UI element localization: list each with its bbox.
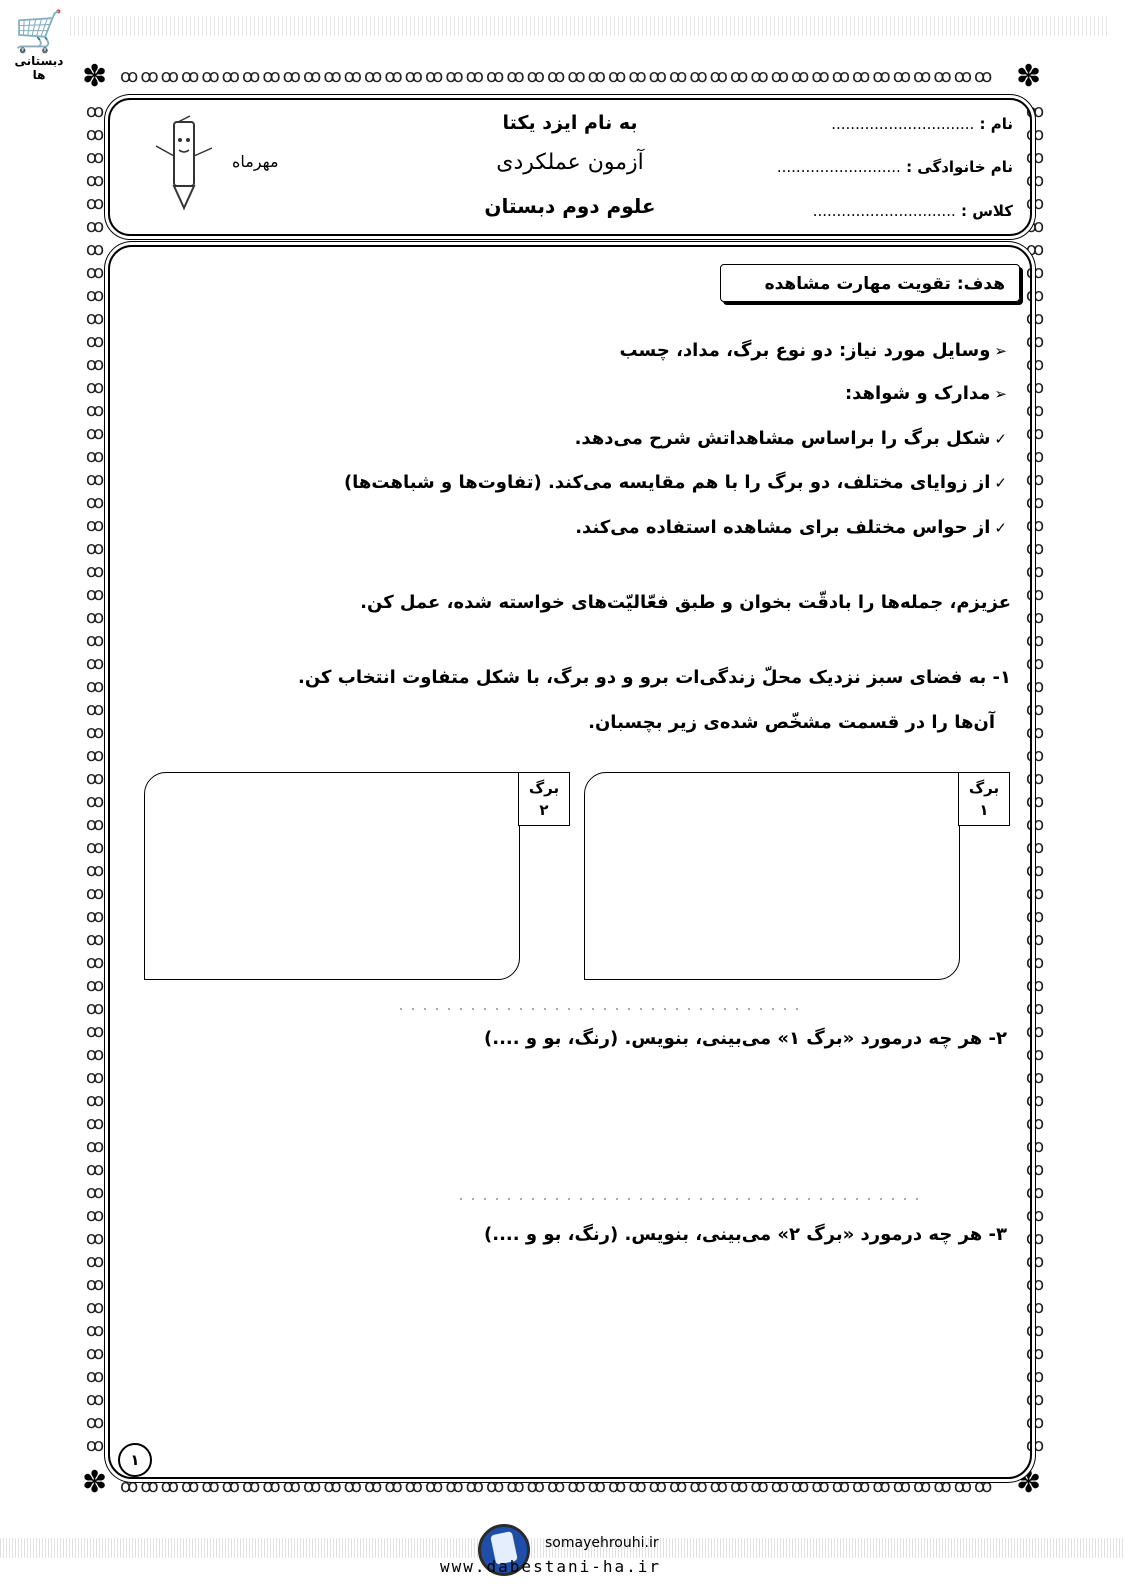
question-1-line-2: آن‌ها را در قسمت مشخّص شده‌ی زیر بچسبان. bbox=[588, 712, 995, 733]
flower-ornament-icon: ✽ bbox=[1016, 1465, 1042, 1500]
ornament-border-left: ꝏ ꝏ ꝏ ꝏ ꝏ ꝏ ꝏ ꝏ ꝏ ꝏ ꝏ ꝏ ꝏ ꝏ ꝏ ꝏ ꝏ ꝏ ꝏ ꝏ ꝏ ꝏ ꝏ ꝏ ꝏ ꝏ ꝏ ꝏ ꝏ ꝏ ꝏ ꝏ ꝏ ꝏ ꝏ ꝏ ꝏ ꝏ ꝏ ꝏ ꝏ ꝏ ꝏ ꝏ ꝏ ꝏ ꝏ ꝏ ꝏ ꝏ ꝏ ꝏ ꝏ ꝏ ꝏ ꝏ ꝏ ꝏ ꝏ bbox=[85, 101, 105, 1456]
leaf-1-tag: برگ ۱ bbox=[958, 772, 1010, 826]
evidence-item: ✓شکل برگ را براساس مشاهداتش شرح می‌دهد. bbox=[574, 428, 1007, 449]
shopping-cart-icon: 🛒 bbox=[14, 9, 64, 55]
exam-title: آزمون عملکردی bbox=[496, 150, 644, 175]
brand-logo bbox=[8, 10, 70, 82]
ornament-border-bottom: ꝏꝏꝏꝏꝏꝏꝏꝏꝏꝏꝏꝏꝏꝏꝏꝏꝏꝏꝏꝏꝏꝏꝏꝏꝏꝏꝏꝏꝏꝏꝏꝏꝏꝏꝏꝏꝏꝏꝏꝏꝏꝏꝏ bbox=[120, 1476, 995, 1497]
leaf-2-box[interactable] bbox=[144, 772, 520, 980]
brand-text: دبستانی ها bbox=[14, 54, 64, 82]
flower-ornament-icon: ✽ bbox=[82, 59, 108, 94]
month-label: مهرماه bbox=[232, 152, 279, 171]
page-number: ۱ bbox=[118, 1443, 152, 1477]
scan-noise-top bbox=[70, 16, 1110, 36]
ornament-border-right: ꝏ ꝏ ꝏ ꝏ ꝏ ꝏ ꝏ ꝏ ꝏ ꝏ ꝏ ꝏ ꝏ ꝏ ꝏ ꝏ ꝏ ꝏ ꝏ ꝏ ꝏ ꝏ ꝏ ꝏ ꝏ ꝏ ꝏ ꝏ ꝏ ꝏ ꝏ ꝏ ꝏ ꝏ ꝏ ꝏ ꝏ ꝏ ꝏ ꝏ ꝏ ꝏ ꝏ ꝏ ꝏ ꝏ ꝏ ꝏ ꝏ ꝏ ꝏ ꝏ ꝏ ꝏ ꝏ ꝏ ꝏ ꝏ ꝏ bbox=[1025, 101, 1045, 1456]
pencil-character-icon bbox=[152, 112, 222, 216]
check-icon: ✓ bbox=[994, 519, 1007, 537]
ornament-border-top: ꝏꝏꝏꝏꝏꝏꝏꝏꝏꝏꝏꝏꝏꝏꝏꝏꝏꝏꝏꝏꝏꝏꝏꝏꝏꝏꝏꝏꝏꝏꝏꝏꝏꝏꝏꝏꝏꝏꝏꝏꝏꝏꝏ bbox=[120, 66, 995, 87]
evidence-item: ✓از حواس مختلف برای مشاهده استفاده می‌کند. bbox=[575, 517, 1007, 538]
question-3: ۳- هر چه درمورد «برگ ۲» می‌بینی، بنویس. (رنگ، بو و ....) bbox=[484, 1224, 1007, 1245]
flower-ornament-icon: ✽ bbox=[82, 1465, 108, 1500]
basmala: به نام ایزد یکتا bbox=[502, 112, 638, 134]
arrow-bullet-icon: ➢ bbox=[994, 385, 1007, 403]
faint-dots bbox=[460, 1198, 920, 1200]
question-2: ۲- هر چه درمورد «برگ ۱» می‌بینی، بنویس. (رنگ، بو و ....) bbox=[484, 1028, 1007, 1049]
class-field[interactable]: کلاس : .............................. bbox=[812, 202, 1013, 220]
instruction-text: عزیزم، جمله‌ها را بادقّت بخوان و طبق فعّالیّت‌های خواسته شده، عمل کن. bbox=[360, 592, 1011, 613]
footer-site: somayehrouhi.ir bbox=[545, 1535, 659, 1551]
leaf-1-box[interactable] bbox=[584, 772, 960, 980]
question-1-line-1: ۱- به فضای سبز نزدیک محلّ زندگی‌ات برو و دو برگ، با شکل متفاوت انتخاب کن. bbox=[297, 667, 1011, 688]
leaf-2-tag: برگ ۲ bbox=[518, 772, 570, 826]
materials-line: ➢وسایل مورد نیاز: دو نوع برگ، مداد، چسب bbox=[619, 340, 1007, 361]
evidence-item: ✓از زوایای مختلف، دو برگ را با هم مقایسه می‌کند. (تفاوت‌ها و شباهت‌ها) bbox=[343, 472, 1007, 493]
check-icon: ✓ bbox=[994, 430, 1007, 448]
goal-label: هدف: تقویت مهارت مشاهده bbox=[720, 264, 1020, 302]
footer-url: www.dabestani-ha.ir bbox=[440, 1557, 662, 1576]
flower-ornament-icon: ✽ bbox=[1016, 59, 1042, 94]
family-name-field[interactable]: نام خانوادگی : .......................... bbox=[776, 158, 1013, 176]
check-icon: ✓ bbox=[994, 474, 1007, 492]
evidence-title: ➢مدارک و شواهد: bbox=[844, 383, 1007, 404]
faint-dots bbox=[400, 1008, 800, 1010]
arrow-bullet-icon: ➢ bbox=[994, 342, 1007, 360]
subject-title: علوم دوم دبستان bbox=[484, 194, 656, 218]
name-field[interactable]: نام : .............................. bbox=[831, 115, 1013, 133]
